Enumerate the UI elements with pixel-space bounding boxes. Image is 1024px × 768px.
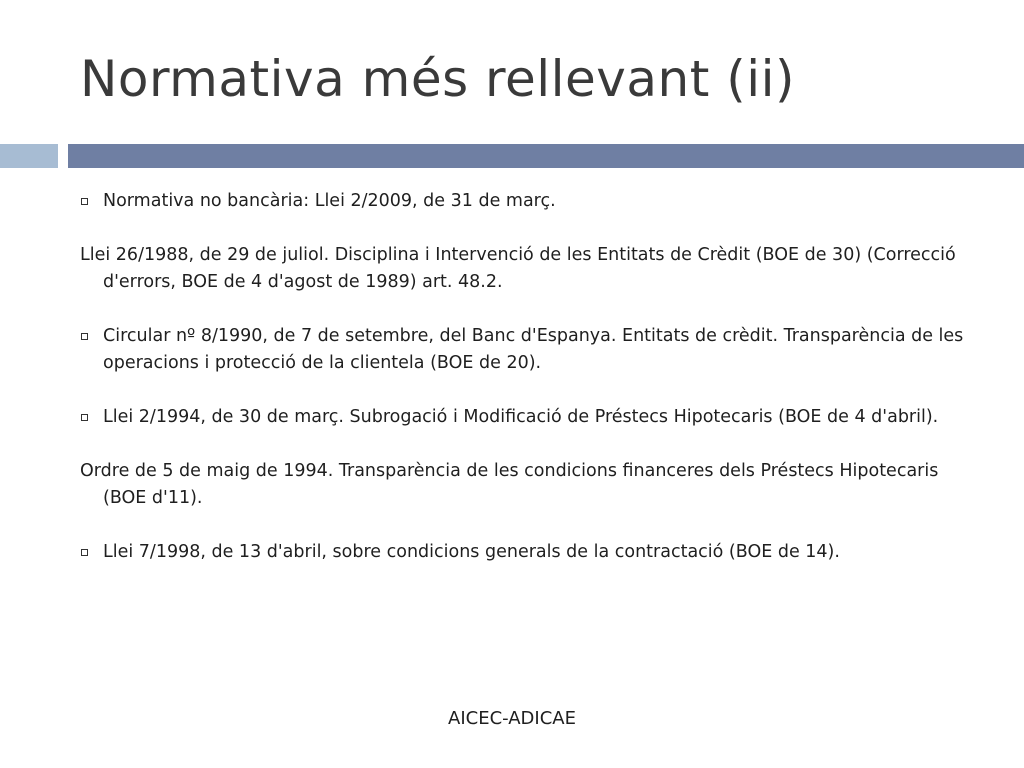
hollow-square-bullet-icon xyxy=(81,549,88,556)
title-accent-bar xyxy=(68,144,1024,168)
list-item-text: Ordre de 5 de maig de 1994. Transparència de les condicions financeres dels Préstecs Hipotecaris (BOE d'11). xyxy=(80,461,939,508)
list-item xyxy=(80,242,980,296)
title-accent-bar-left xyxy=(0,144,58,168)
list-item xyxy=(80,458,980,512)
hollow-square-bullet-icon xyxy=(81,414,88,421)
list-item-text: Llei 7/1998, de 13 d'abril, sobre condicions generals de la contractació (BOE de 14). xyxy=(103,542,840,562)
list-item-text: Normativa no bancària: Llei 2/2009, de 31 de març. xyxy=(103,191,556,211)
list-item-text: Llei 26/1988, de 29 de juliol. Disciplina i Intervenció de les Entitats de Crèdit (BOE de 30) (Correcció d'errors, BOE de 4 d'agost de 1989) art. 48.2. xyxy=(80,245,956,292)
list-item-text: Circular nº 8/1990, de 7 de setembre, del Banc d'Espanya. Entitats de crèdit. Transparència de les operacions i protecció de la clientela (BOE de 20). xyxy=(103,326,964,373)
hollow-square-bullet-icon xyxy=(81,198,88,205)
list-item-text: Llei 2/1994, de 30 de març. Subrogació i Modificació de Préstecs Hipotecaris (BOE de 4 d'abril). xyxy=(103,407,939,427)
slide-title: Normativa més rellevant (ii) xyxy=(80,50,796,108)
list-item xyxy=(80,188,980,215)
list-item xyxy=(80,323,980,377)
list-item xyxy=(80,404,980,431)
list-item xyxy=(80,539,980,566)
slide-footer: AICEC-ADICAE xyxy=(448,708,576,729)
hollow-square-bullet-icon xyxy=(81,333,88,340)
slide-content xyxy=(80,188,980,593)
